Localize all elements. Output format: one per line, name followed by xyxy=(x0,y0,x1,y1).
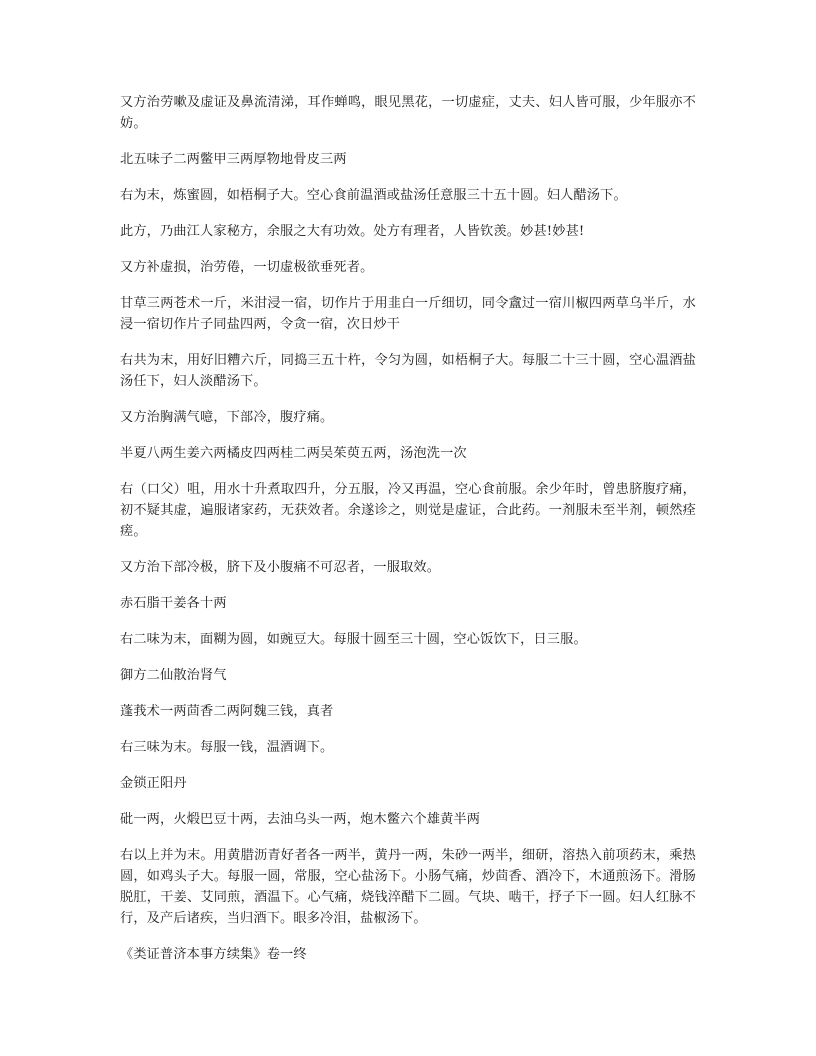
paragraph-ingredients-chishizhi: 赤石脂干姜各十两 xyxy=(120,596,227,611)
paragraph-preparation-4: 右二味为末，面糊为圆，如豌豆大。每服十圆至三十圆，空心饭饮下，日三服。 xyxy=(120,632,587,647)
paragraph-recipe-title-jinsuo: 金锁正阳丹 xyxy=(120,776,187,791)
paragraph-intro-xiong-man: 又方治胸满气噫，下部冷，腹疗痛。 xyxy=(120,410,334,425)
paragraph-preparation-2: 右共为末，用好旧糟六斤，同捣三五十杵，令匀为圆，如梧桐子大。每服二十三十圆，空心温酒盐汤任下，妇人淡醋汤下。 xyxy=(120,353,696,389)
paragraph-preparation-3: 右（口父）咀，用水十升煮取四升，分五服，冷又再温，空心食前服。余少年时，曾患脐腹疗痛，初不疑其虚，遍服诸家药，无获效者。余遂诊之，则觉是虚证，合此药。一剂服未至半剂，顿然痊瘥。 xyxy=(120,482,696,539)
paragraph-preparation-1: 右为末，炼蜜圆，如梧桐子大。空心食前温酒或盐汤任意服三十五十圆。妇人醋汤下。 xyxy=(120,188,627,203)
document-page xyxy=(120,92,696,980)
paragraph-volume-end: 《类证普济本事方续集》卷一终 xyxy=(120,947,307,962)
paragraph-intro-xia-bu-leng: 又方治下部冷极，脐下及小腹痛不可忍者，一服取效。 xyxy=(120,560,441,575)
paragraph-recipe-title-erxian: 御方二仙散治肾气 xyxy=(120,668,227,683)
paragraph-intro-lao-sou: 又方治劳嗽及虚证及鼻流清涕，耳作蝉鸣，眼见黑花，一切虚症，丈夫、妇人皆可服，少年服亦不妨。 xyxy=(120,95,696,131)
paragraph-ingredients-gancao: 甘草三两苍术一斤，米泔浸一宿，切作片于用韭白一斤细切，同令盦过一宿川椒四两草乌半斤，水浸一宿切作片子同盐四两，令贪一宿，次日炒干 xyxy=(120,296,696,332)
paragraph-ingredients-pengezhu: 蓬莪术一两茴香二两阿魏三钱，真者 xyxy=(120,704,334,719)
paragraph-preparation-6: 右以上并为末。用黄腊沥青好者各一两半，黄丹一两，朱砂一两半，细研，溶热入前项药末，乘热圆，如鸡头子大。每服一圆，常服，空心盐汤下。小肠气痛，炒茴香、酒冷下，木通煎汤下。滑肠脱肛，干姜、艾同煎，酒温下。心气痛，烧钱淬醋下二圆。气块、啮干，抒子下一圆。妇人红脉不行，及产后诸疾，当归酒下。眼多冷泪，盐椒汤下。 xyxy=(120,848,696,926)
paragraph-intro-bu-xu-sun: 又方补虚损，治劳倦，一切虚极欲垂死者。 xyxy=(120,260,374,275)
paragraph-ingredients-pi: 砒一两，火煅巴豆十两，去油乌头一两，炮木鳖六个雄黄半两 xyxy=(120,812,481,827)
paragraph-commentary-1: 此方，乃曲江人家秘方，余服之大有功效。处方有理者，人皆钦羡。妙甚!妙甚! xyxy=(120,224,585,239)
paragraph-ingredients-banxia: 半夏八两生姜六两橘皮四两桂二两吴茱萸五两，汤泡洗一次 xyxy=(120,446,467,461)
paragraph-preparation-5: 右三味为末。每服一钱，温酒调下。 xyxy=(120,740,334,755)
paragraph-ingredients-wuweizi: 北五味子二两鳖甲三两厚物地骨皮三两 xyxy=(120,152,347,167)
